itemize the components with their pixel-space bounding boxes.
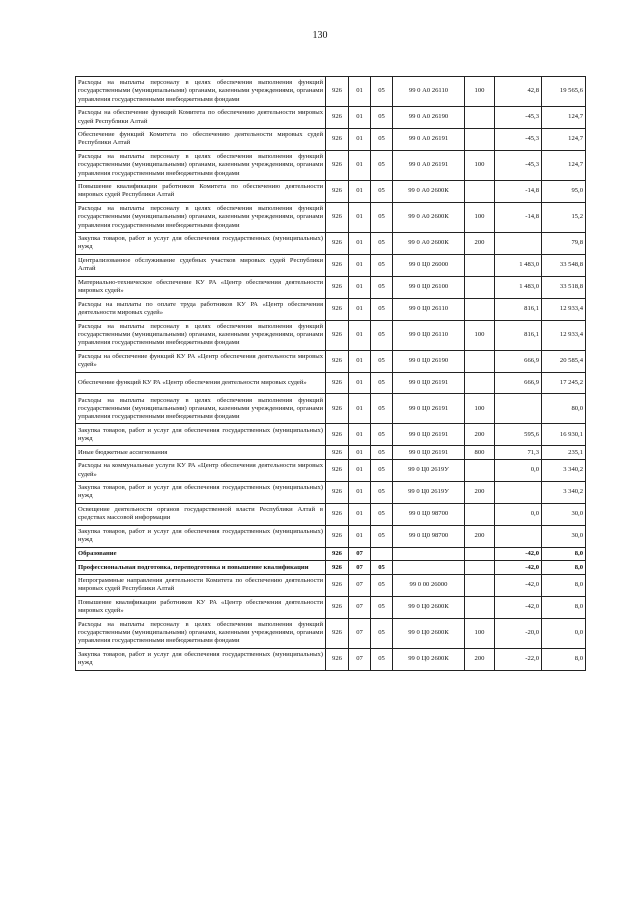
row-subsection-code: 05 — [371, 298, 393, 320]
row-subsection-code: 05 — [371, 481, 393, 503]
table-row — [76, 232, 586, 254]
row-name: Непрограммные направления деятельности Комитета по обеспечению деятельности мировых судей Республики Алтай — [76, 575, 326, 597]
row-ved-code: 926 — [326, 596, 349, 618]
row-subsection-code: 05 — [371, 320, 393, 350]
row-ved-code: 926 — [326, 446, 349, 460]
row-name: Расходы на выплаты по оплате труда работников КУ РА «Центр обеспечения деятельности мировых судей» — [76, 298, 326, 320]
row-total-amount: 8,0 — [542, 561, 586, 575]
row-ved-code: 926 — [326, 394, 349, 424]
row-change-amount: -45,3 — [495, 150, 542, 180]
row-section-code: 01 — [349, 460, 371, 482]
row-name: Централизованное обслуживание судебных участков мировых судей Республики Алтай — [76, 254, 326, 276]
row-name: Обеспечение функций КУ РА «Центр обеспечения деятельности мировых судей» — [76, 372, 326, 394]
row-change-amount: 1 483,0 — [495, 254, 542, 276]
row-change-amount: 0,0 — [495, 460, 542, 482]
row-total-amount: 15,2 — [542, 202, 586, 232]
row-ved-code: 926 — [326, 460, 349, 482]
row-name: Иные бюджетные ассигнования — [76, 446, 326, 460]
row-section-code: 07 — [349, 547, 371, 561]
row-subsection-code: 05 — [371, 180, 393, 202]
row-target-article-code: 99 0 Ц0 26000 — [393, 254, 465, 276]
row-expense-type-code — [465, 575, 495, 597]
row-total-amount: 33 518,8 — [542, 276, 586, 298]
row-total-amount: 12 933,4 — [542, 298, 586, 320]
row-expense-type-code — [465, 547, 495, 561]
row-subsection-code: 05 — [371, 596, 393, 618]
row-subsection-code: 05 — [371, 446, 393, 460]
row-change-amount — [495, 394, 542, 424]
table-row — [76, 648, 586, 670]
row-total-amount: 8,0 — [542, 596, 586, 618]
row-target-article-code — [393, 561, 465, 575]
row-target-article-code: 99 0 А0 2600К — [393, 202, 465, 232]
table-row — [76, 298, 586, 320]
row-target-article-code: 99 0 А0 2600К — [393, 232, 465, 254]
row-section-code: 01 — [349, 481, 371, 503]
row-total-amount: 80,0 — [542, 394, 586, 424]
row-target-article-code — [393, 547, 465, 561]
row-ved-code: 926 — [326, 648, 349, 670]
row-total-amount: 95,0 — [542, 180, 586, 202]
row-subsection-code: 05 — [371, 107, 393, 129]
table-row — [76, 77, 586, 107]
row-ved-code: 926 — [326, 350, 349, 372]
table-row — [76, 276, 586, 298]
row-target-article-code: 99 0 Ц0 26190 — [393, 350, 465, 372]
row-ved-code: 926 — [326, 320, 349, 350]
row-total-amount: 12 933,4 — [542, 320, 586, 350]
table-row — [76, 446, 586, 460]
row-section-code: 01 — [349, 503, 371, 525]
row-expense-type-code: 200 — [465, 648, 495, 670]
row-subsection-code: 05 — [371, 128, 393, 150]
row-subsection-code: 05 — [371, 424, 393, 446]
row-section-code: 01 — [349, 77, 371, 107]
row-name: Расходы на выплаты персоналу в целях обеспечения выполнения функций государственными (муниципальными) органами, казенными учреждениями, органами управления государственными внебюджетными фондами — [76, 77, 326, 107]
table-row — [76, 202, 586, 232]
row-expense-type-code: 100 — [465, 202, 495, 232]
row-subsection-code: 05 — [371, 232, 393, 254]
row-ved-code: 926 — [326, 525, 349, 547]
row-change-amount: 666,9 — [495, 372, 542, 394]
row-total-amount: 17 245,2 — [542, 372, 586, 394]
row-section-code: 01 — [349, 372, 371, 394]
row-subsection-code: 05 — [371, 77, 393, 107]
row-expense-type-code: 100 — [465, 394, 495, 424]
row-expense-type-code — [465, 180, 495, 202]
row-total-amount: 3 340,2 — [542, 460, 586, 482]
row-expense-type-code — [465, 128, 495, 150]
row-change-amount: -14,8 — [495, 202, 542, 232]
row-expense-type-code — [465, 350, 495, 372]
table-row — [76, 372, 586, 394]
table-row — [76, 424, 586, 446]
row-name: Закупка товаров, работ и услуг для обеспечения государственных (муниципальных) нужд — [76, 232, 326, 254]
row-ved-code: 926 — [326, 372, 349, 394]
row-expense-type-code — [465, 372, 495, 394]
table-row — [76, 561, 586, 575]
row-change-amount — [495, 232, 542, 254]
row-expense-type-code: 100 — [465, 320, 495, 350]
row-target-article-code: 99 0 Ц0 26110 — [393, 298, 465, 320]
row-expense-type-code — [465, 561, 495, 575]
row-subsection-code: 05 — [371, 503, 393, 525]
row-name: Повышение квалификации работников КУ РА «Центр обеспечения деятельности мировых судей» — [76, 596, 326, 618]
row-target-article-code: 99 0 А0 2600К — [393, 180, 465, 202]
row-section-code: 01 — [349, 446, 371, 460]
row-total-amount: 8,0 — [542, 648, 586, 670]
row-ved-code: 926 — [326, 202, 349, 232]
row-ved-code: 926 — [326, 232, 349, 254]
row-expense-type-code — [465, 254, 495, 276]
row-name: Обеспечение функций Комитета по обеспечению деятельности мировых судей Республики Алтай — [76, 128, 326, 150]
table-row — [76, 394, 586, 424]
row-target-article-code: 99 0 Ц0 98700 — [393, 525, 465, 547]
row-expense-type-code — [465, 107, 495, 129]
row-ved-code: 926 — [326, 575, 349, 597]
row-change-amount: 816,1 — [495, 298, 542, 320]
row-name: Расходы на коммунальные услуги КУ РА «Центр обеспечения деятельности мировых судей» — [76, 460, 326, 482]
row-subsection-code: 05 — [371, 394, 393, 424]
row-total-amount: 30,0 — [542, 503, 586, 525]
row-name: Образование — [76, 547, 326, 561]
row-name: Материально-техническое обеспечение КУ РА «Центр обеспечения деятельности мировых судей» — [76, 276, 326, 298]
row-section-code: 01 — [349, 232, 371, 254]
row-name: Освещение деятельности органов государственной власти Республики Алтай в средствах массовой информации — [76, 503, 326, 525]
row-change-amount — [495, 481, 542, 503]
row-name: Расходы на выплаты персоналу в целях обеспечения выполнения функций государственными (муниципальными) органами, казенными учреждениями, органами управления государственными внебюджетными фондами — [76, 394, 326, 424]
row-section-code: 07 — [349, 561, 371, 575]
row-section-code: 01 — [349, 202, 371, 232]
table-row — [76, 180, 586, 202]
row-target-article-code: 99 0 Ц0 26191 — [393, 372, 465, 394]
row-change-amount: -42,0 — [495, 575, 542, 597]
row-expense-type-code — [465, 460, 495, 482]
table-row — [76, 320, 586, 350]
budget-table — [75, 76, 586, 671]
row-expense-type-code — [465, 298, 495, 320]
row-total-amount: 124,7 — [542, 107, 586, 129]
row-change-amount: -22,0 — [495, 648, 542, 670]
row-total-amount: 124,7 — [542, 128, 586, 150]
row-target-article-code: 99 0 Ц0 2619У — [393, 481, 465, 503]
row-subsection-code: 05 — [371, 150, 393, 180]
row-section-code: 01 — [349, 128, 371, 150]
row-total-amount: 16 930,1 — [542, 424, 586, 446]
row-ved-code: 926 — [326, 424, 349, 446]
row-section-code: 01 — [349, 424, 371, 446]
row-target-article-code: 99 0 А0 26110 — [393, 77, 465, 107]
row-name: Профессиональная подготовка, переподготовка и повышение квалификации — [76, 561, 326, 575]
row-expense-type-code — [465, 503, 495, 525]
row-name: Расходы на выплаты персоналу в целях обеспечения выполнения функций государственными (муниципальными) органами, казенными учреждениями, органами управления государственными внебюджетными фондами — [76, 320, 326, 350]
row-change-amount: -14,8 — [495, 180, 542, 202]
row-ved-code: 926 — [326, 481, 349, 503]
row-target-article-code: 99 0 А0 26191 — [393, 128, 465, 150]
table-row — [76, 596, 586, 618]
table-row — [76, 350, 586, 372]
row-expense-type-code: 100 — [465, 150, 495, 180]
row-section-code: 01 — [349, 276, 371, 298]
row-total-amount: 33 548,8 — [542, 254, 586, 276]
row-change-amount: 816,1 — [495, 320, 542, 350]
row-change-amount: 71,3 — [495, 446, 542, 460]
row-total-amount: 0,0 — [542, 618, 586, 648]
row-change-amount: -42,0 — [495, 561, 542, 575]
table-row — [76, 547, 586, 561]
row-change-amount: -45,3 — [495, 107, 542, 129]
row-ved-code: 926 — [326, 180, 349, 202]
row-ved-code: 926 — [326, 276, 349, 298]
row-ved-code: 926 — [326, 503, 349, 525]
row-total-amount: 8,0 — [542, 575, 586, 597]
row-subsection-code — [371, 547, 393, 561]
row-name: Закупка товаров, работ и услуг для обеспечения государственных (муниципальных) нужд — [76, 525, 326, 547]
table-body — [76, 77, 586, 671]
row-name: Повышение квалификации работников Комитета по обеспечению деятельности мировых судей Республики Алтай — [76, 180, 326, 202]
row-expense-type-code: 200 — [465, 232, 495, 254]
row-target-article-code: 99 0 А0 26190 — [393, 107, 465, 129]
row-change-amount: 595,6 — [495, 424, 542, 446]
row-subsection-code: 05 — [371, 561, 393, 575]
row-name: Закупка товаров, работ и услуг для обеспечения государственных (муниципальных) нужд — [76, 424, 326, 446]
row-section-code: 01 — [349, 350, 371, 372]
row-expense-type-code: 100 — [465, 618, 495, 648]
row-name: Расходы на выплаты персоналу в целях обеспечения выполнения функций государственными (муниципальными) органами, казенными учреждениями, органами управления государственными внебюджетными фондами — [76, 150, 326, 180]
row-target-article-code: 99 0 Ц0 26100 — [393, 276, 465, 298]
row-total-amount: 79,8 — [542, 232, 586, 254]
row-subsection-code: 05 — [371, 372, 393, 394]
table-row — [76, 618, 586, 648]
row-section-code: 01 — [349, 180, 371, 202]
row-target-article-code: 99 0 Ц0 26110 — [393, 320, 465, 350]
row-subsection-code: 05 — [371, 460, 393, 482]
row-name: Расходы на выплаты персоналу в целях обеспечения выполнения функций государственными (муниципальными) органами, казенными учреждениями, органами управления государственными внебюджетными фондами — [76, 202, 326, 232]
row-section-code: 01 — [349, 107, 371, 129]
row-total-amount: 20 585,4 — [542, 350, 586, 372]
row-section-code: 07 — [349, 596, 371, 618]
row-expense-type-code: 800 — [465, 446, 495, 460]
row-target-article-code: 99 0 Ц0 98700 — [393, 503, 465, 525]
row-expense-type-code: 200 — [465, 424, 495, 446]
row-name: Расходы на обеспечение функций КУ РА «Центр обеспечения деятельности мировых судей» — [76, 350, 326, 372]
row-subsection-code: 05 — [371, 618, 393, 648]
table-row — [76, 503, 586, 525]
row-change-amount: -42,0 — [495, 596, 542, 618]
row-ved-code: 926 — [326, 107, 349, 129]
row-section-code: 01 — [349, 254, 371, 276]
row-subsection-code: 05 — [371, 350, 393, 372]
row-target-article-code: 99 0 Ц0 2619У — [393, 460, 465, 482]
row-subsection-code: 05 — [371, 525, 393, 547]
row-ved-code: 926 — [326, 128, 349, 150]
row-total-amount: 235,1 — [542, 446, 586, 460]
row-expense-type-code: 200 — [465, 525, 495, 547]
row-name: Расходы на выплаты персоналу в целях обеспечения выполнения функций государственными (муниципальными) органами, казенными учреждениями, органами управления государственными внебюджетными фондами — [76, 618, 326, 648]
row-change-amount: 1 483,0 — [495, 276, 542, 298]
row-total-amount: 8,0 — [542, 547, 586, 561]
row-target-article-code: 99 0 Ц0 26191 — [393, 424, 465, 446]
row-change-amount: -42,0 — [495, 547, 542, 561]
row-expense-type-code: 100 — [465, 77, 495, 107]
table-row — [76, 460, 586, 482]
row-total-amount: 124,7 — [542, 150, 586, 180]
row-subsection-code: 05 — [371, 276, 393, 298]
row-change-amount: -20,0 — [495, 618, 542, 648]
row-expense-type-code — [465, 596, 495, 618]
row-ved-code: 926 — [326, 254, 349, 276]
row-change-amount — [495, 525, 542, 547]
row-ved-code: 926 — [326, 77, 349, 107]
table-row — [76, 128, 586, 150]
row-ved-code: 926 — [326, 547, 349, 561]
row-section-code: 07 — [349, 575, 371, 597]
row-ved-code: 926 — [326, 561, 349, 575]
table-row — [76, 481, 586, 503]
row-target-article-code: 99 0 А0 26191 — [393, 150, 465, 180]
table-row — [76, 575, 586, 597]
row-section-code: 01 — [349, 298, 371, 320]
row-subsection-code: 05 — [371, 254, 393, 276]
row-subsection-code: 05 — [371, 648, 393, 670]
page-number: 130 — [312, 30, 328, 41]
row-subsection-code: 05 — [371, 575, 393, 597]
row-target-article-code: 99 0 Ц0 2600К — [393, 648, 465, 670]
row-name: Расходы на обеспечение функций Комитета по обеспечению деятельности мировых судей Республики Алтай — [76, 107, 326, 129]
row-ved-code: 926 — [326, 298, 349, 320]
row-target-article-code: 99 0 Ц0 26191 — [393, 446, 465, 460]
row-section-code: 01 — [349, 394, 371, 424]
row-section-code: 07 — [349, 618, 371, 648]
row-target-article-code: 99 0 Ц0 2600К — [393, 618, 465, 648]
row-section-code: 01 — [349, 525, 371, 547]
row-change-amount: 666,9 — [495, 350, 542, 372]
table-row — [76, 107, 586, 129]
row-section-code: 07 — [349, 648, 371, 670]
row-target-article-code: 99 0 Ц0 26191 — [393, 394, 465, 424]
row-subsection-code: 05 — [371, 202, 393, 232]
row-section-code: 01 — [349, 150, 371, 180]
row-change-amount: -45,3 — [495, 128, 542, 150]
table-row — [76, 254, 586, 276]
row-target-article-code: 99 0 00 26000 — [393, 575, 465, 597]
table-row — [76, 150, 586, 180]
row-change-amount: 0,0 — [495, 503, 542, 525]
row-total-amount: 3 340,2 — [542, 481, 586, 503]
row-change-amount: 42,8 — [495, 77, 542, 107]
row-total-amount: 30,0 — [542, 525, 586, 547]
row-total-amount: 19 565,6 — [542, 77, 586, 107]
row-name: Закупка товаров, работ и услуг для обеспечения государственных (муниципальных) нужд — [76, 648, 326, 670]
row-name: Закупка товаров, работ и услуг для обеспечения государственных (муниципальных) нужд — [76, 481, 326, 503]
row-target-article-code: 99 0 Ц0 2600К — [393, 596, 465, 618]
row-ved-code: 926 — [326, 150, 349, 180]
row-section-code: 01 — [349, 320, 371, 350]
row-expense-type-code — [465, 276, 495, 298]
row-expense-type-code: 200 — [465, 481, 495, 503]
row-ved-code: 926 — [326, 618, 349, 648]
table-row — [76, 525, 586, 547]
